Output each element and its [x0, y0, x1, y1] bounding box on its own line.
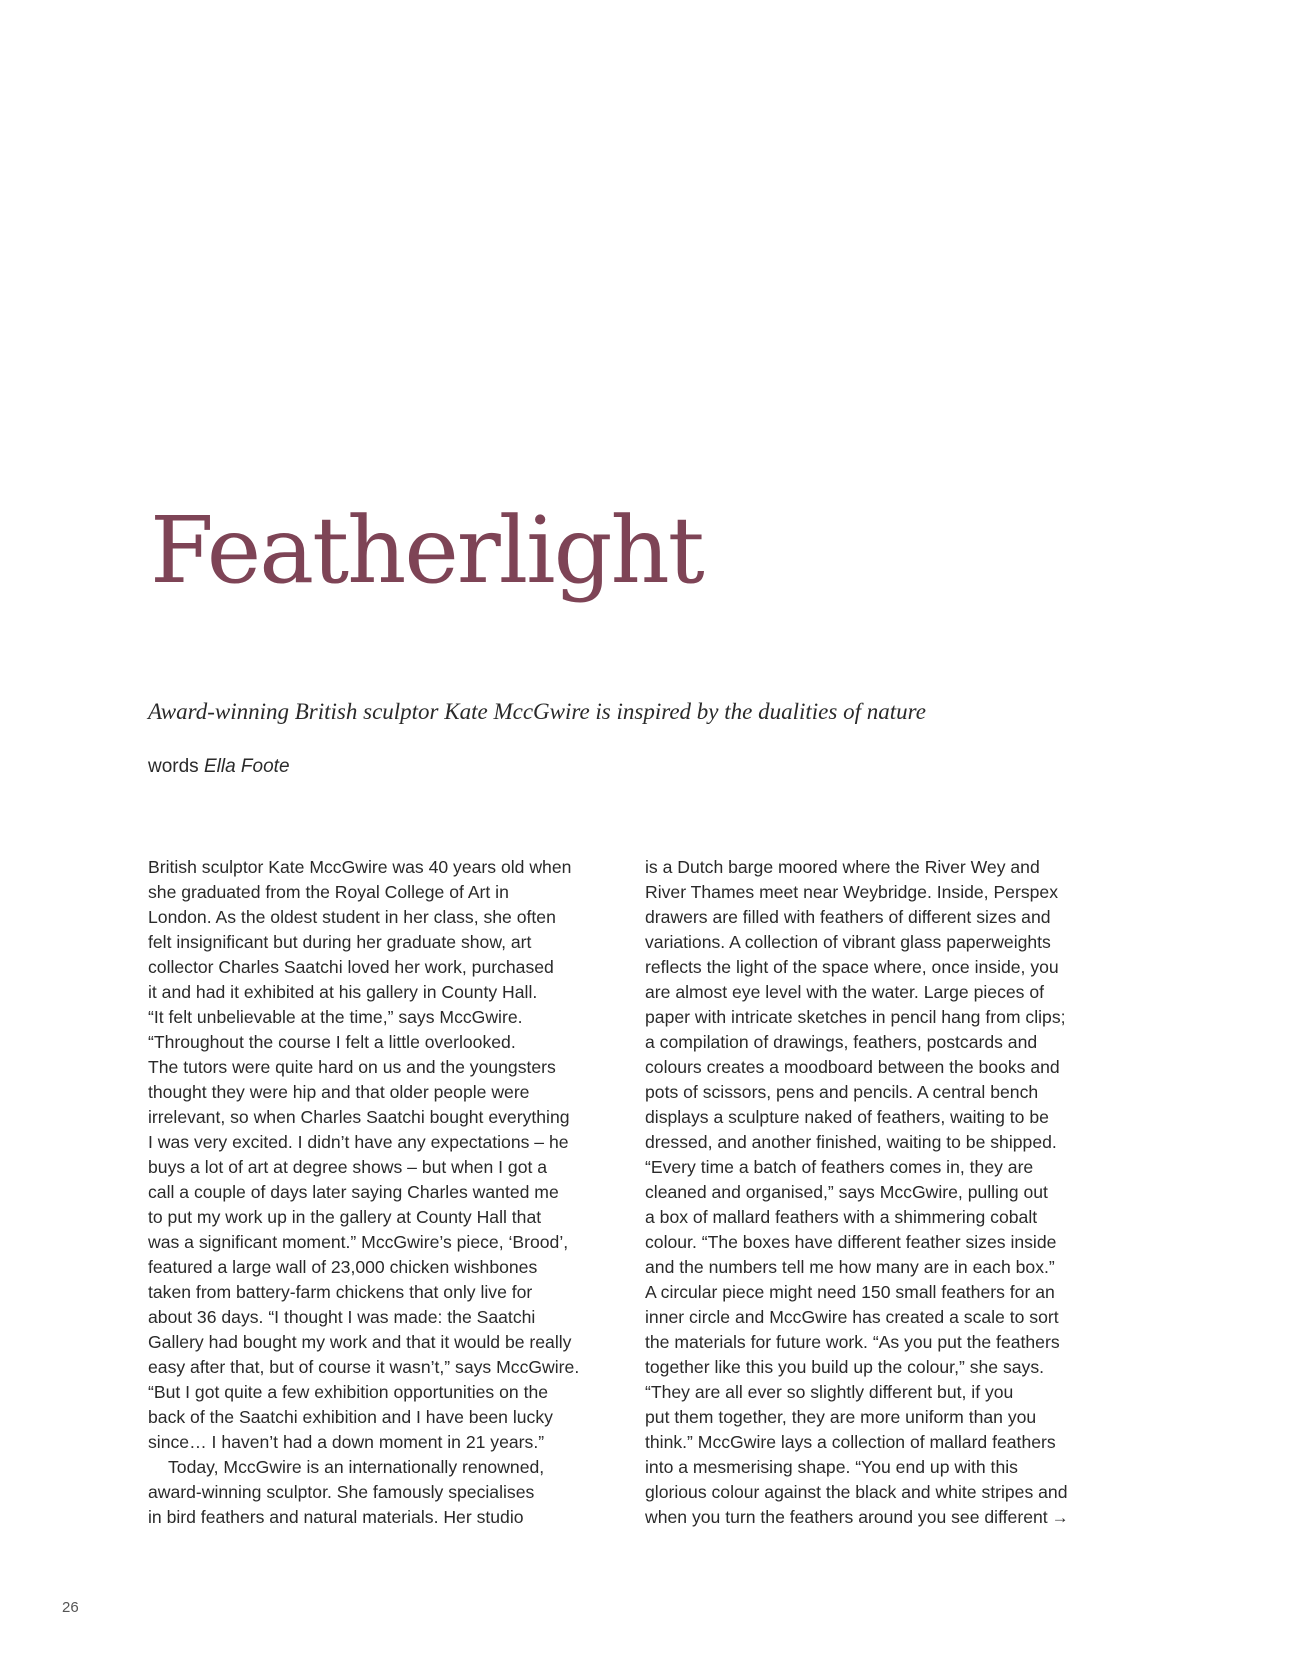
body-line-text: I was very excited. I didn’t have any expectations – he	[148, 1132, 569, 1152]
body-line	[645, 930, 1115, 955]
body-line-text: put them together, they are more uniform than you	[645, 1407, 1037, 1427]
body-line	[148, 1430, 623, 1455]
body-line-text: and the numbers tell me how many are in each box.”	[645, 1257, 1055, 1277]
page-title: Featherlight	[150, 497, 703, 604]
body-line-text: displays a sculpture naked of feathers, waiting to be	[645, 1107, 1049, 1127]
body-line	[148, 1380, 623, 1405]
body-line	[148, 1030, 623, 1055]
body-line-text: London. As the oldest student in her class, she often	[148, 907, 556, 927]
body-line	[645, 1055, 1115, 1080]
body-line	[645, 1180, 1115, 1205]
body-line	[148, 1355, 623, 1380]
body-line	[645, 1155, 1115, 1180]
body-line	[148, 1505, 623, 1530]
body-line	[645, 1080, 1115, 1105]
byline-author: Ella Foote	[203, 756, 290, 777]
body-line	[645, 1130, 1115, 1155]
body-line	[645, 1430, 1115, 1455]
body-line	[645, 1505, 1115, 1530]
body-line	[148, 1155, 623, 1180]
body-line-text: felt insignificant but during her graduate show, art	[148, 932, 532, 952]
body-line-text: a box of mallard feathers with a shimmering cobalt	[645, 1207, 1038, 1227]
body-line	[645, 1005, 1115, 1030]
body-line-text: “It felt unbelievable at the time,” says MccGwire.	[148, 1007, 523, 1027]
body-line	[148, 1005, 623, 1030]
body-line	[148, 930, 623, 955]
body-line-text: colour. “The boxes have different feather sizes inside	[645, 1232, 1057, 1252]
standfirst: Award-winning British sculptor Kate MccGwire is inspired by the dualities of nature	[148, 699, 926, 724]
body-line-text: in bird feathers and natural materials. Her studio	[148, 1507, 524, 1527]
body-line	[645, 855, 1115, 880]
body-line-text: thought they were hip and that older people were	[148, 1082, 530, 1102]
body-line	[645, 905, 1115, 930]
body-line	[645, 1355, 1115, 1380]
body-line	[645, 1255, 1115, 1280]
body-line-text: variations. A collection of vibrant glass paperweights	[645, 932, 1051, 952]
body-line-text: inner circle and MccGwire has created a scale to sort	[645, 1307, 1059, 1327]
body-line	[645, 1380, 1115, 1405]
body-line-text: drawers are filled with feathers of different sizes and	[645, 907, 1051, 927]
body-line-text: are almost eye level with the water. Large pieces of	[645, 982, 1045, 1002]
body-line-text: taken from battery-farm chickens that only live for	[148, 1282, 533, 1302]
body-line	[645, 880, 1115, 905]
body-line-text: it and had it exhibited at his gallery in County Hall.	[148, 982, 538, 1002]
body-line-text: The tutors were quite hard on us and the youngsters	[148, 1057, 556, 1077]
body-line	[148, 1305, 623, 1330]
body-line-text: A circular piece might need 150 small feathers for an	[645, 1282, 1055, 1302]
body-line-text: together like this you build up the colour,” she says.	[645, 1357, 1045, 1377]
body-line	[148, 1080, 623, 1105]
body-line	[148, 1105, 623, 1130]
body-line-text: “Throughout the course I felt a little overlooked.	[148, 1032, 516, 1052]
body-line	[148, 1455, 623, 1480]
body-line-text: collector Charles Saatchi loved her work, purchased	[148, 957, 554, 977]
body-line-text: paper with intricate sketches in pencil hang from clips;	[645, 1007, 1066, 1027]
body-line	[148, 1280, 623, 1305]
body-line	[645, 955, 1115, 980]
body-line-text: cleaned and organised,” says MccGwire, pulling out	[645, 1182, 1048, 1202]
body-line-text: award-winning sculptor. She famously specialises	[148, 1482, 535, 1502]
body-line-text: buys a lot of art at degree shows – but when I got a	[148, 1157, 548, 1177]
body-line-text: the materials for future work. “As you put the feathers	[645, 1332, 1060, 1352]
body-line-text: irrelevant, so when Charles Saatchi bought everything	[148, 1107, 570, 1127]
body-line	[645, 1305, 1115, 1330]
body-line-text: back of the Saatchi exhibition and I have been lucky	[148, 1407, 553, 1427]
body-line	[148, 980, 623, 1005]
body-line-text: “But I got quite a few exhibition opportunities on the	[148, 1382, 549, 1402]
body-line	[645, 1330, 1115, 1355]
body-line-text: “Every time a batch of feathers comes in, they are	[645, 1157, 1034, 1177]
arrow-right-icon: →	[1051, 1508, 1069, 1527]
body-line	[148, 855, 623, 880]
body-line-text: think.” MccGwire lays a collection of mallard feathers	[645, 1432, 1056, 1452]
body-line-text: British sculptor Kate MccGwire was 40 years old when	[148, 857, 572, 877]
body-line	[148, 1205, 623, 1230]
body-line	[645, 1205, 1115, 1230]
body-line-text: colours creates a moodboard between the books and	[645, 1057, 1060, 1077]
body-line	[148, 905, 623, 930]
body-line-text: featured a large wall of 23,000 chicken wishbones	[148, 1257, 538, 1277]
body-line	[148, 1255, 623, 1280]
byline	[148, 754, 290, 780]
body-line-text: Today, MccGwire is an internationally renowned,	[168, 1457, 545, 1477]
page-number: 26	[62, 1599, 79, 1616]
body-line-text: into a mesmerising shape. “You end up with this	[645, 1457, 1018, 1477]
body-line	[645, 1455, 1115, 1480]
body-line	[148, 1055, 623, 1080]
body-line-text: a compilation of drawings, feathers, postcards and	[645, 1032, 1038, 1052]
body-line	[148, 1480, 623, 1505]
body-line	[645, 1280, 1115, 1305]
body-column-right	[645, 855, 1115, 1530]
body-line	[645, 1030, 1115, 1055]
body-line-text: easy after that, but of course it wasn’t,” says MccGwire.	[148, 1357, 580, 1377]
body-line-text: pots of scissors, pens and pencils. A central bench	[645, 1082, 1039, 1102]
body-line-text: glorious colour against the black and white stripes and	[645, 1482, 1068, 1502]
body-line-text: “They are all ever so slightly different but, if you	[645, 1382, 1014, 1402]
body-line	[148, 1130, 623, 1155]
body-line	[645, 1230, 1115, 1255]
body-line-text: was a significant moment.” MccGwire’s piece, ‘Brood’,	[148, 1232, 569, 1252]
body-line	[148, 880, 623, 905]
body-line	[148, 1405, 623, 1430]
body-line	[645, 1105, 1115, 1130]
body-line-text: reflects the light of the space where, once inside, you	[645, 957, 1059, 977]
body-line-text: call a couple of days later saying Charles wanted me	[148, 1182, 559, 1202]
body-line-text: River Thames meet near Weybridge. Inside, Perspex	[645, 882, 1058, 902]
body-line-text: dressed, and another finished, waiting to be shipped.	[645, 1132, 1057, 1152]
body-line	[645, 980, 1115, 1005]
body-line-text: since… I haven’t had a down moment in 21 years.”	[148, 1432, 545, 1452]
body-column-left	[148, 855, 623, 1530]
body-line-text: about 36 days. “I thought I was made: the Saatchi	[148, 1307, 536, 1327]
body-line	[148, 955, 623, 980]
body-line-text: when you turn the feathers around you see different	[645, 1507, 1048, 1527]
byline-prefix: words	[148, 756, 199, 777]
body-line	[148, 1230, 623, 1255]
body-line-text: is a Dutch barge moored where the River Wey and	[645, 857, 1040, 877]
body-line-text: Gallery had bought my work and that it would be really	[148, 1332, 572, 1352]
body-line	[148, 1180, 623, 1205]
body-line	[645, 1480, 1115, 1505]
body-line	[148, 1330, 623, 1355]
body-line-text: to put my work up in the gallery at County Hall that	[148, 1207, 542, 1227]
body-line-text: she graduated from the Royal College of Art in	[148, 882, 509, 902]
body-line	[645, 1405, 1115, 1430]
